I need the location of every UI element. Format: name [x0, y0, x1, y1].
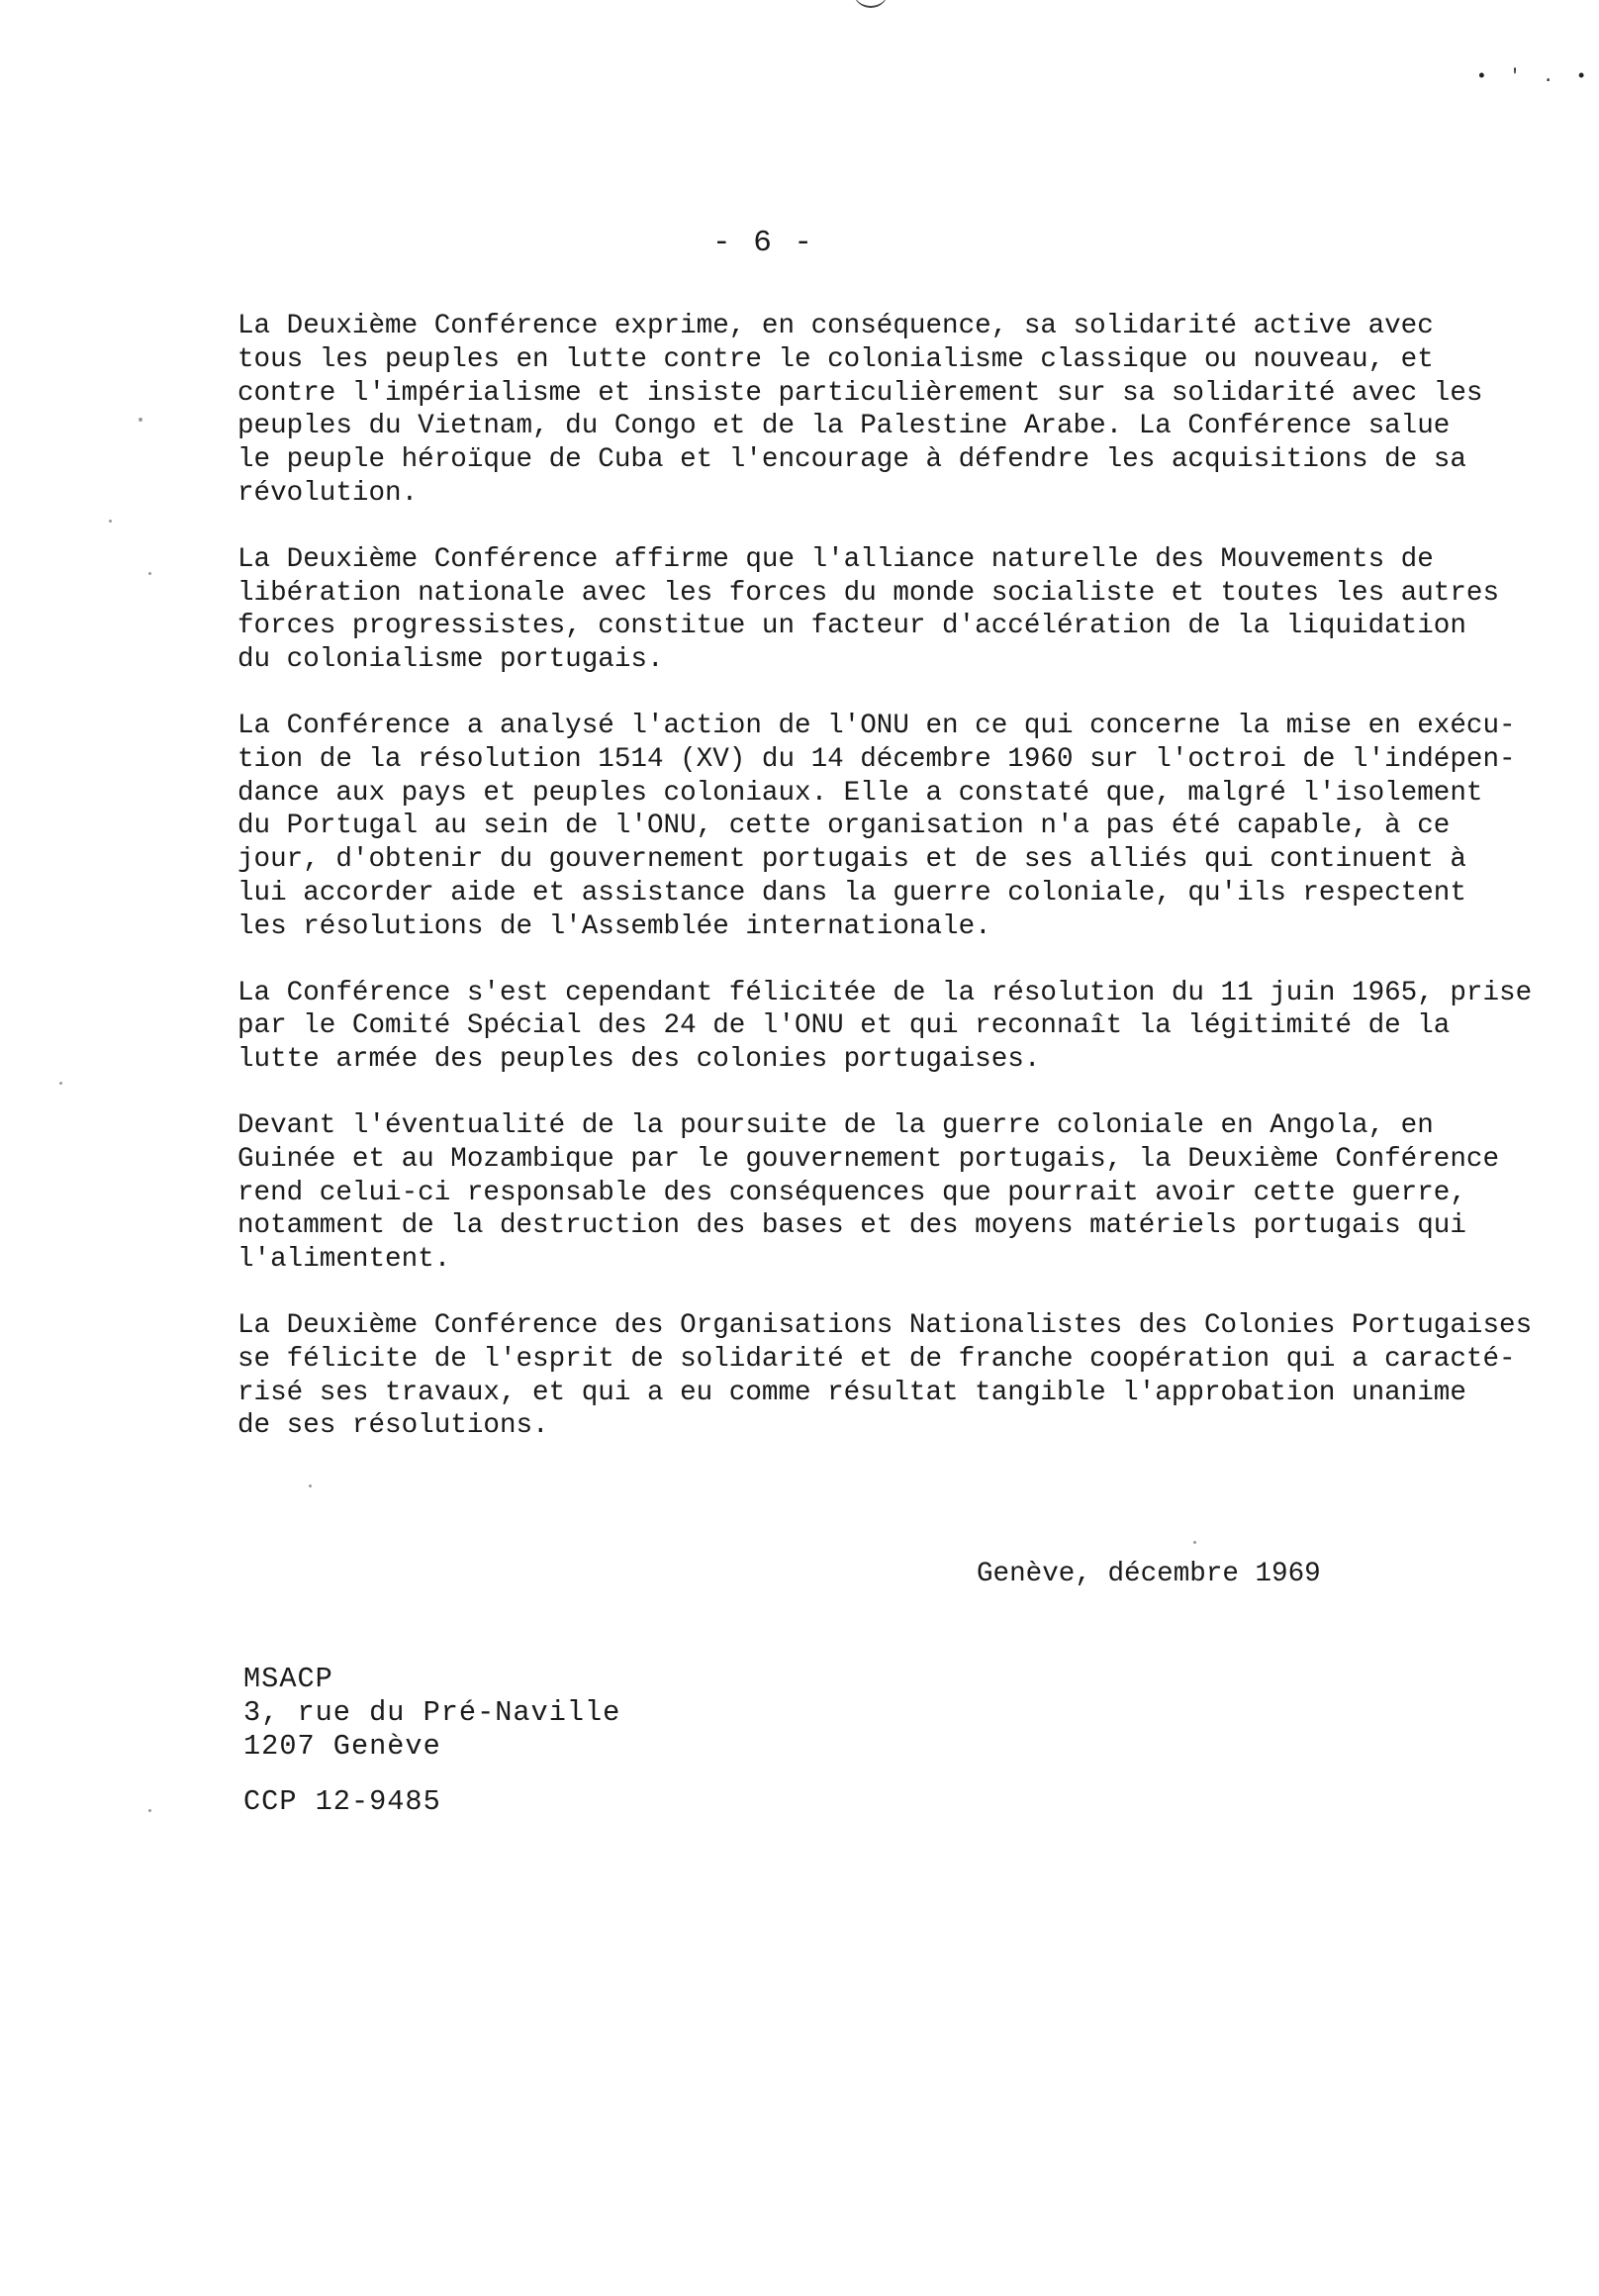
text-line: Guinée et au Mozambique par le gouvernement portugais, la Deuxième Conférence [237, 1143, 1500, 1175]
street-address: 3, rue du Pré-Naville [243, 1696, 621, 1729]
scan-speck [109, 520, 112, 523]
text-line: du Portugal au sein de l'ONU, cette organisation n'a pas été capable, à ce [237, 811, 1451, 842]
organization-name: MSACP [243, 1663, 333, 1695]
paragraph-alliance [237, 543, 1553, 677]
text-line: lui accorder aide et assistance dans la guerre coloniale, qu'ils respectent [237, 877, 1466, 909]
scan-speck [1193, 1541, 1196, 1544]
paragraph-closing [237, 1309, 1553, 1443]
paragraph-colonial-war [237, 1109, 1553, 1277]
corner-marks: • ′ . • [1476, 67, 1593, 87]
text-line: jour, d'obtenir du gouvernement portugais et de ses alliés qui continuent à [237, 844, 1466, 876]
punch-hole-mark [853, 0, 889, 8]
body-text [237, 310, 1553, 1476]
place-date-signature: Genève, décembre 1969 [977, 1559, 1321, 1589]
text-line: tous les peuples en lutte contre le colonialisme classique ou nouveau, et [237, 343, 1434, 375]
text-line: l'alimentent. [237, 1244, 451, 1276]
text-line: notamment de la destruction des bases et des moyens matériels portugais qui [237, 1210, 1466, 1242]
text-line: tion de la résolution 1514 (XV) du 14 décembre 1960 sur l'octroi de l'indépen- [237, 743, 1516, 775]
text-line: peuples du Vietnam, du Congo et de la Palestine Arabe. La Conférence salue [237, 411, 1451, 442]
address-block [243, 1663, 620, 1819]
text-line: les résolutions de l'Assemblée internationale. [237, 910, 991, 942]
text-line: le peuple héroïque de Cuba et l'encourage à défendre les acquisitions de sa [237, 444, 1466, 476]
paragraph-onu-analysis [237, 710, 1553, 944]
text-line: dance aux pays et peuples coloniaux. Elle a constaté que, malgré l'isolement [237, 777, 1483, 809]
scan-speck [309, 1484, 312, 1487]
text-line: par le Comité Spécial des 24 de l'ONU et qui reconnaît la légitimité de la [237, 1010, 1451, 1042]
text-line: contre l'impérialisme et insiste particulièrement sur sa solidarité avec les [237, 377, 1483, 409]
city-postcode: 1207 Genève [243, 1730, 441, 1763]
text-line: La Conférence a analysé l'action de l'ONU en ce qui concerne la mise en exécu- [237, 710, 1516, 741]
text-line: libération nationale avec les forces du monde socialiste et toutes les autres [237, 577, 1500, 609]
text-line: forces progressistes, constitue un facteur d'accélération de la liquidation [237, 611, 1466, 642]
text-line: La Deuxième Conférence des Organisations Nationalistes des Colonies Portugaises [237, 1309, 1533, 1341]
text-line: du colonialisme portugais. [237, 644, 664, 676]
text-line: rend celui-ci responsable des conséquences que pourrait avoir cette guerre, [237, 1177, 1466, 1208]
paragraph-resolution-1965 [237, 977, 1553, 1077]
text-line: La Conférence s'est cependant félicitée de la résolution du 11 juin 1965, prise [237, 977, 1533, 1008]
text-line: La Deuxième Conférence affirme que l'alliance naturelle des Mouvements de [237, 543, 1434, 575]
text-line: lutte armée des peuples des colonies portugaises. [237, 1044, 1041, 1076]
text-line: révolution. [237, 477, 419, 509]
text-line: se félicite de l'esprit de solidarité et de franche coopération qui a caracté- [237, 1343, 1516, 1375]
scan-speck [148, 572, 151, 575]
text-line: Devant l'éventualité de la poursuite de la guerre coloniale en Angola, en [237, 1109, 1434, 1141]
postal-account: CCP 12-9485 [243, 1785, 441, 1818]
scan-speck [148, 1809, 151, 1812]
paragraph-solidarity [237, 310, 1553, 511]
text-line: de ses résolutions. [237, 1410, 549, 1442]
scan-speck [139, 418, 142, 422]
text-line: risé ses travaux, et qui a eu comme résultat tangible l'approbation unanime [237, 1377, 1466, 1408]
page-number: - 6 - [712, 226, 815, 260]
scan-speck [59, 1082, 62, 1085]
text-line: La Deuxième Conférence exprime, en conséquence, sa solidarité active avec [237, 311, 1434, 341]
